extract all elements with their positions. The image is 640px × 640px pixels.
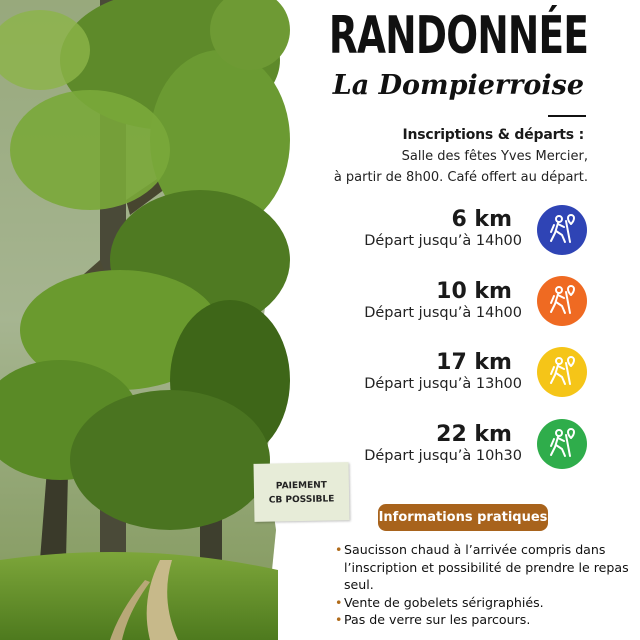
route-distance: 6 km [451,207,512,232]
info-list [336,541,636,629]
payment-note [254,462,350,522]
route-distance: 10 km [436,279,512,304]
route-departure: Départ jusqu’à 14h00 [364,233,522,249]
page-title: RANDONNÉE [328,6,588,66]
route-departure: Départ jusqu’à 13h00 [364,376,522,392]
inscriptions-line-2: à partir de 8h00. Café offert au départ. [333,170,588,185]
info-item: • Vente de gobelets sérigraphiés. [336,594,636,612]
hiker-icon [537,276,587,326]
forest-photo [0,0,290,640]
page-subtitle: La Dompierroise [332,70,584,101]
inscriptions-line-1: Salle des fêtes Yves Mercier, [401,149,588,164]
payment-note-line-1: PAIEMENT [275,480,327,492]
route-distance: 17 km [436,350,512,375]
payment-note-line-2: CB POSSIBLE [268,494,335,506]
info-item: • Saucisson chaud à l’arrivée compris dans l’inscription et possibilité de prendre le repas seul. [336,541,636,594]
hiker-icon [537,419,587,469]
hiker-icon [537,347,587,397]
route-distance: 22 km [436,422,512,447]
hiker-icon [537,205,587,255]
route-departure: Départ jusqu’à 10h30 [364,448,522,464]
route-departure: Départ jusqu’à 14h00 [364,305,522,321]
info-heading-badge: Informations pratiques [378,504,548,531]
info-item: • Pas de verre sur les parcours. [336,611,636,629]
subtitle-underline [548,115,586,117]
inscriptions-heading: Inscriptions & départs : [402,127,584,143]
